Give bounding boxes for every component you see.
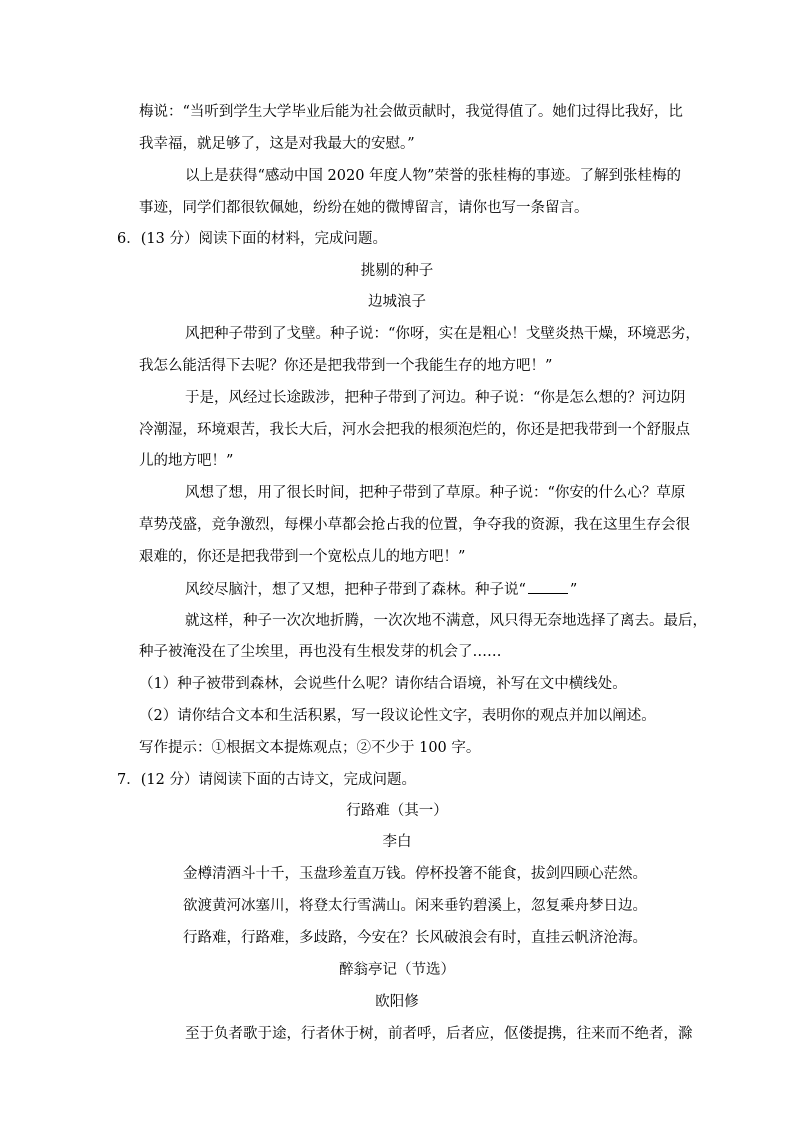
- q6-sub-question-1: （1）种子被带到森林，会说些什么呢？请你结合语境，补写在文中横线处。: [139, 676, 627, 692]
- prose-line-1: 至于负者歌于途，行者休于树，前者呼，后者应，伛偻提携，往来而不绝者，滁: [185, 1026, 693, 1042]
- q6-p4-post: ”: [569, 582, 578, 598]
- q6-p2-line-2: 冷潮湿，环境艰苦，我长大后，河水会把我的根须泡烂的，你还是把我带到一个舒服点: [139, 422, 690, 438]
- q6-p4-pre: 风绞尽脑汁，想了又想，把种子带到了森林。种子说“: [185, 582, 526, 598]
- prose-title: 醉翁亭记（节选）: [339, 962, 455, 978]
- answer-blank[interactable]: [528, 579, 568, 594]
- q6-p1-line-1: 风把种子带到了戈壁。种子说：“你呀，实在是粗心！戈壁炎热干燥，环境恶劣，: [185, 326, 700, 342]
- q6-p4-line: [185, 579, 577, 600]
- poem-line-1: 金樽清酒斗十千，玉盘珍羞直万钱。停杯投箸不能食，拔剑四顾心茫然。: [183, 866, 647, 882]
- poem-line-2: 欲渡黄河冰塞川，将登太行雪满山。闲来垂钓碧溪上，忽复乘舟梦日边。: [183, 898, 647, 914]
- prev-line-4: 事迹，同学们都很钦佩她，纷纷在她的微博留言，请你也写一条留言。: [139, 200, 589, 216]
- poem-title: 行路难（其一）: [346, 803, 448, 819]
- q7-header: 7．(12 分）请阅读下面的古诗文，完成问题。: [117, 772, 416, 788]
- q6-p2-line-3: 儿的地方吧！”: [139, 453, 234, 469]
- q6-header: 6．(13 分）阅读下面的材料，完成问题。: [117, 231, 387, 247]
- prose-author: 欧阳修: [375, 994, 419, 1010]
- prev-line-1: 梅说：“当听到学生大学毕业后能为社会做贡献时，我觉得值了。她们过得比我好，比: [139, 104, 683, 120]
- prev-line-3: 以上是获得“感动中国 2020 年度人物”荣誉的张桂梅的事迹。了解到张桂梅的: [185, 168, 681, 184]
- q6-writing-hint: 写作提示：①根据文本提炼观点；②不少于 100 字。: [139, 740, 481, 756]
- q6-p1-line-2: 我怎么能活得下去呢？你还是把我带到一个我能生存的地方吧！”: [139, 358, 553, 374]
- poem-line-3: 行路难，行路难，多歧路，今安在？长风破浪会有时，直挂云帆济沧海。: [183, 930, 647, 946]
- q6-p3-line-2: 草势茂盛，竞争激烈，每棵小草都会抢占我的位置，争夺我的资源，我在这里生存会很: [139, 517, 690, 533]
- prev-line-2: 我幸福，就足够了，这是对我最大的安慰。”: [139, 136, 415, 152]
- q6-p3-line-1: 风想了想，用了很长时间，把种子带到了草原。种子说：“你安的什么心？草原: [185, 485, 686, 501]
- q6-p5-line-2: 种子被淹没在了尘埃里，再也没有生根发芽的机会了……: [139, 644, 502, 660]
- poem-author: 李白: [382, 834, 412, 850]
- q6-title: 挑剔的种子: [360, 263, 434, 279]
- q6-author: 边城浪子: [368, 294, 426, 310]
- q6-p2-line-1: 于是，风经过长途跋涉，把种子带到了河边。种子说：“你是怎么想的？河边阴: [185, 390, 686, 406]
- q6-p5-line-1: 就这样，种子一次次地折腾，一次次地不满意，风只得无奈地选择了离去。最后，: [185, 613, 707, 629]
- q6-p3-line-3: 艰难的，你还是把我带到一个宽松点儿的地方吧！”: [139, 549, 466, 565]
- q6-sub-question-2: （2）请你结合文本和生活积累，写一段议论性文字，表明你的观点并加以阐述。: [139, 708, 656, 724]
